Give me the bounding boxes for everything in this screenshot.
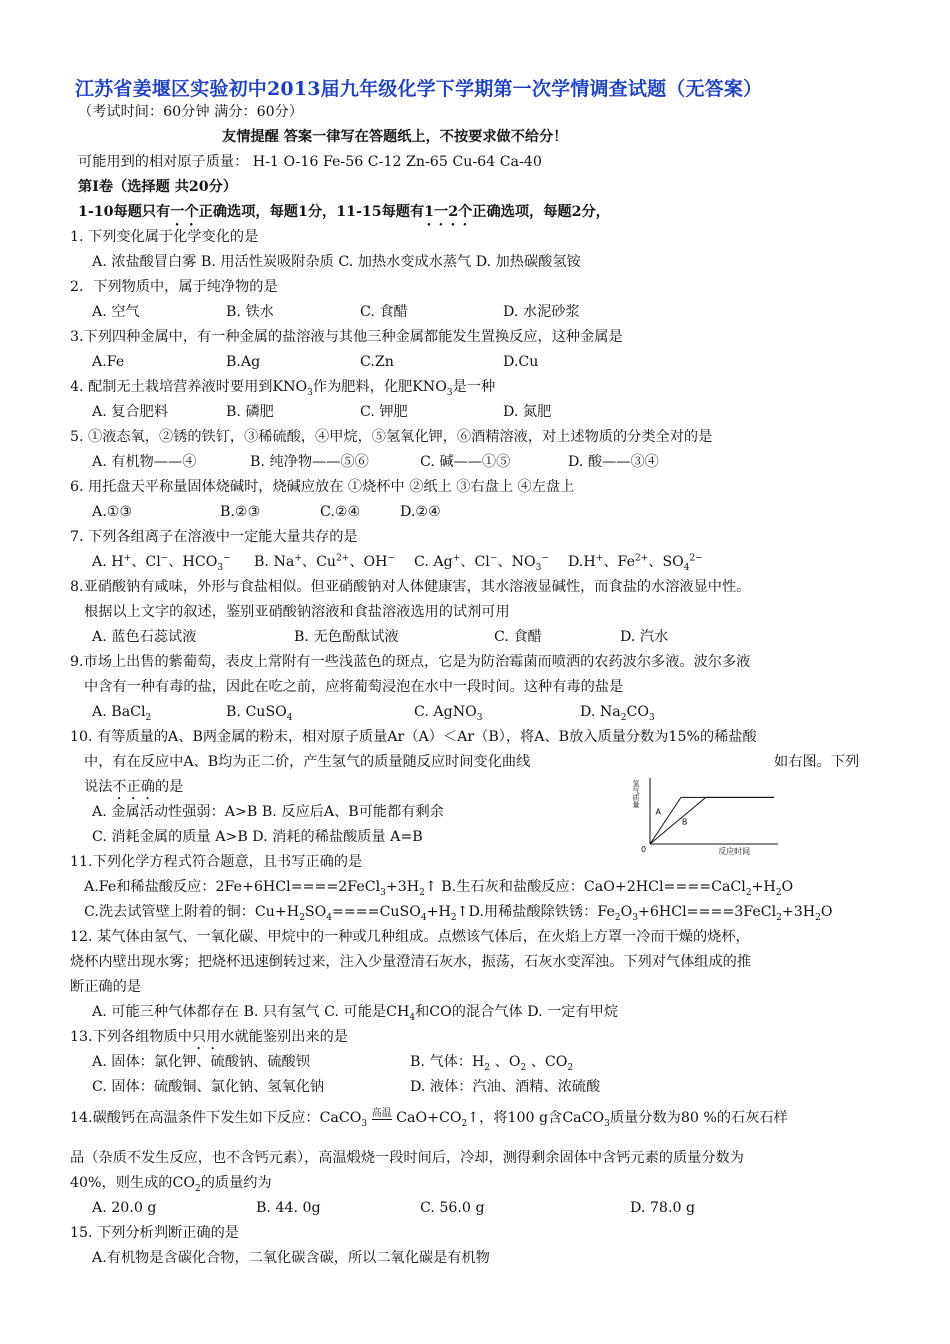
question-10-options-ab: A. 金属活动性强弱：A>B B. 反应后A、B可能都有剩余 [92,804,444,820]
question-9-option-d: D. $Na_2CO_3$ [580,704,655,723]
question-5-option-b: B. 纯净物——⑤⑥ [250,454,369,470]
question-14-option-a: A. 20.0 g [92,1200,157,1216]
question-2-option-a: A. 空气 [92,304,140,320]
reminder: 友情提醒 答案一律写在答题纸上，不按要求做不给分！ [222,129,568,145]
chart-series-label-b: B [681,817,688,827]
question-9-stem-cont: 中含有一种有毒的盐，因此在吃之前，应将葡萄浸泡在水中一段时间。这种有毒的盐是 [84,679,624,695]
chart-series-label-a: A [655,807,661,817]
question-11-options-cd: C.洗去试管壁上附着的铜：$Cu+H_2SO_4====CuSO_4+H_2↑D$.用稀盐酸除铁锈：$Fe_2O_3+6HCl====3FeCl_2+3H_2O$ [84,904,833,923]
question-1-stem: 1. 下列变化属于化学变化的是 [70,229,259,245]
question-8-option-c: C. 食醋 [494,629,542,645]
question-10-stem: 10. 有等质量的A、B两金属的粉末，相对原子质量Ar（A）＜Ar（B），将A、B放入质量分数为15%的稀盐酸 [70,729,757,745]
question-9-stem: 9.市场上出售的紫葡萄，表皮上常附有一些浅蓝色的斑点，它是为防治霉菌而喷洒的农药波尔多液。波尔多液 [70,654,751,670]
question-4-option-b: B. 磷肥 [226,404,274,420]
chart-axes [650,778,778,844]
question-10-options-cd: C. 消耗金属的质量 A>B D. 消耗的稀盐酸质量 A=B [92,829,423,845]
question-1-options: A. 浓盐酸冒白雾 B. 用活性炭吸附杂质 C. 加热水变成水蒸气 D. 加热碳酸氢铵 [92,254,581,270]
question-8-option-d: D. 汽水 [620,629,669,645]
chart-x-axis-label: 反应时间 [718,847,751,856]
chart-series-group [650,797,774,844]
atomic-mass-line: 可能用到的相对原子质量： H-1 O-16 Fe-56 C-12 Zn-65 Cu-64 Ca-40 [78,154,542,170]
question-13-option-d: D. 液体：汽油、酒精、浓硫酸 [410,1079,601,1095]
question-6-stem: 6. 用托盘天平称量固体烧碱时，烧碱应放在 ①烧杯中 ②纸上 ③右盘上 ④左盘上 [70,479,575,495]
question-5-option-a: A. 有机物——④ [92,454,197,470]
question-5-option-d: D. 酸——③④ [568,454,659,470]
page-title: 江苏省姜堰区实验初中2013届九年级化学下学期第一次学情调查试题（无答案） [75,78,763,100]
question-3-option-d: D.Cu [503,354,539,370]
question-14-option-b: B. 44. 0g [256,1200,321,1216]
question-11-options-ab: A.Fe和稀盐酸反应：$2Fe+6HCl====2FeCl_3+3H_2↑$ B.生石灰和盐酸反应：$CaO+2HCl====CaCl_2+H_2O$ [84,879,794,898]
question-14-stem: 14.碳酸钙在高温条件下发生如下反应：CaCO$_3$ $^{高温}$ $CaO+CO_2↑$，将100 g含CaCO$_3$质量分数为80 %的石灰石样 [70,1108,788,1129]
question-12-stem-end: 断正确的是 [70,979,141,995]
question-4-option-c: C. 钾肥 [360,404,408,420]
section-title: 第Ⅰ卷（选择题 共20分） [78,179,238,195]
question-10-stem-cont-right: 如右图。下列 [774,754,860,770]
question-9-option-b: B. CuSO$_4$ [226,704,293,723]
chart-origin-label: 0 [641,845,647,854]
question-7-option-d: D.H+、$Fe^{2+}$、$SO_4^{2-}$ [568,553,703,573]
question-13-stem: 13.下列各组物质中只用水就能鉴别出来的是 [70,1029,348,1045]
question-13-option-a: A. 固体：氯化钾、硫酸钠、硫酸钡 [92,1054,310,1070]
question-13-option-b: B. 气体：$H_2$ 、$O_2$ 、$CO_2$ [410,1054,574,1073]
question-15-option-a: A.有机物是含碳化合物，二氧化碳含碳，所以二氧化碳是有机物 [92,1250,490,1266]
question-8-stem: 8.亚硝酸钠有咸味，外形与食盐相似。但亚硝酸钠对人体健康害，其水溶液显碱性，而食盐的水溶液显中性。 [70,579,751,595]
question-13-option-c: C. 固体：硫酸铜、氯化钠、氢氧化钠 [92,1079,325,1095]
question-4-stem: 4. 配制无土栽培营养液时要用到$KNO_3$作为肥料，化肥$KNO_3$是一种 [70,379,496,398]
question-7-option-b: B. Na+、$Cu^{2+}$、OH− [254,553,396,570]
hydrogen-mass-chart [632,772,782,856]
question-14-option-d: D. 78.0 g [630,1200,696,1216]
question-9-option-a: A. BaCl$_2$ [92,704,152,723]
question-6-option-d: D.②④ [400,504,441,520]
question-6-option-a: A.①③ [92,504,133,520]
section-instructions: 1-10每题只有一个正确选项，每题1分，11-15每题有1一2个正确选项，每题2分， [78,204,610,220]
question-4-option-d: D. 氮肥 [503,404,552,420]
question-3-option-b: B.Ag [226,354,261,370]
question-15-stem: 15. 下列分析判断正确的是 [70,1225,239,1241]
question-6-option-c: C.②④ [320,504,361,520]
question-4-option-a: A. 复合肥料 [92,404,169,420]
question-8-option-b: B. 无色酚酞试液 [294,629,399,645]
question-2-option-d: D. 水泥砂浆 [503,304,580,320]
question-14-stem-end: 40%，则生成的$CO_2$的质量约为 [70,1175,272,1194]
question-3-option-a: A.Fe [92,354,125,370]
question-14-stem-cont: 品（杂质不发生反应，也不含钙元素），高温煅烧一段时间后，冷却，测得剩余固体中含钙元素的质量分数为 [70,1150,744,1166]
question-3-stem: 3.下列四种金属中，有一种金属的盐溶液与其他三种金属都能发生置换反应，这种金属是 [70,329,623,345]
question-8-option-a: A. 蓝色石蕊试液 [92,629,197,645]
question-7-option-c: C. Ag+、Cl−、$NO_3^-$ [414,553,549,573]
chart-series-line-a [650,797,774,844]
question-2-option-c: C. 食醋 [360,304,408,320]
question-10-stem-end: 说法不正确的是 [84,779,184,795]
question-12-stem-cont: 烧杯内壁出现水雾；把烧杯迅速倒转过来，注入少量澄清石灰水，振荡，石灰水变浑浊。下列对气体组成的推 [70,954,752,970]
question-2-stem: 2．下列物质中，属于纯净物的是 [70,279,278,295]
question-3-option-c: C.Zn [360,354,394,370]
question-5-option-c: C. 碱——①⑤ [420,454,511,470]
question-12-stem: 12. 某气体由氢气、一氧化碳、甲烷中的一种或几种组成。点燃该气体后，在火焰上方罩一冷而干燥的烧杯， [70,929,750,945]
chart-y-axis-label: 氢气质量 [632,780,640,808]
chart-series-line-b [650,797,774,844]
question-9-option-c: C. AgNO$_3$ [414,704,483,723]
question-6-option-b: B.②③ [220,504,261,520]
question-7-option-a: A. H+、Cl−、$HCO_3^-$ [92,553,231,573]
question-12-options: A. 可能三种气体都存在 B. 只有氢气 C. 可能是$CH_4$和CO的混合气体 D. 一定有甲烷 [92,1004,619,1023]
question-10-stem-cont: 中，有在反应中A、B均为正二价，产生氢气的质量随反应时间变化曲线 [84,754,531,770]
question-2-option-b: B. 铁水 [226,304,274,320]
question-7-stem: 7. 下列各组离子在溶液中一定能大量共存的是 [70,529,358,545]
question-14-option-c: C. 56.0 g [420,1200,485,1216]
question-11-stem: 11.下列化学方程式符合题意，且书写正确的是 [70,854,363,870]
question-8-stem-cont: 根据以上文字的叙述，鉴别亚硝酸钠溶液和食盐溶液选用的试剂可用 [84,604,510,620]
question-5-stem: 5. ①液态氧，②锈的铁钉，③稀硫酸，④甲烷，⑤氢氧化钾，⑥酒精溶液，对上述物质的分类全对的是 [70,429,713,445]
exam-info: （考试时间：60分钟 满分：60分） [78,104,304,120]
